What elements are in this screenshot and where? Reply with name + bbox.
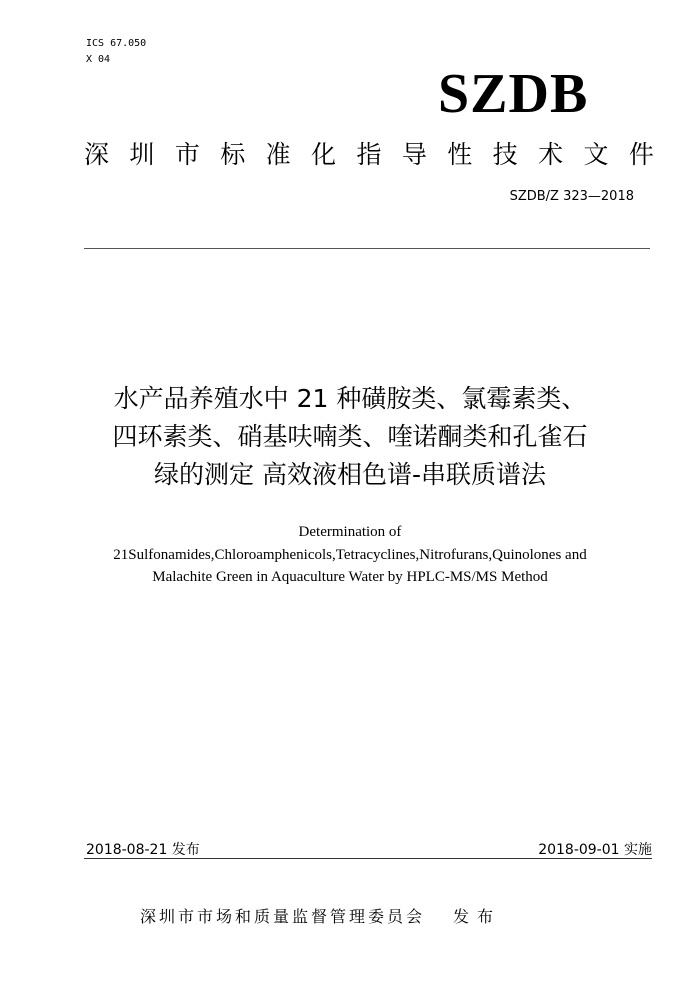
chinese-title — [40, 380, 660, 494]
header-divider — [84, 248, 650, 249]
ics-code: ICS 67.050 — [86, 38, 147, 49]
classification-code: X 04 — [86, 54, 111, 65]
doc-type-char: 准 — [265, 140, 291, 169]
doc-type-char: 文 — [583, 140, 609, 169]
english-title-line: Determination of — [298, 524, 402, 540]
chinese-title-line: 四环素类、硝基呋喃类、喹诺酮类和孔雀石 — [112, 422, 588, 451]
chinese-title-line: 绿的测定 高效液相色谱-串联质谱法 — [154, 460, 546, 489]
doc-type-char: 件 — [628, 140, 654, 169]
doc-type-char: 术 — [538, 140, 564, 169]
doc-type-char: 导 — [401, 140, 427, 169]
doc-type-char: 市 — [174, 140, 200, 169]
issuer-line — [140, 904, 501, 927]
standard-codes — [86, 36, 146, 68]
doc-type-char: 技 — [492, 140, 518, 169]
implementation-date: 2018-09-01 实施 — [538, 842, 652, 858]
szdb-logo: SZDB — [438, 63, 589, 125]
english-title-line: 21Sulfonamides,Chloroamphenicols,Tetracyclines,Nitrofurans,Quinolones and — [113, 546, 587, 563]
english-title-line: Malachite Green in Aquaculture Water by HPLC-MS/MS Method — [152, 569, 548, 585]
doc-type-char: 圳 — [129, 140, 155, 169]
footer-divider — [84, 858, 652, 859]
doc-type-char: 性 — [447, 140, 473, 169]
doc-type-char: 深 — [84, 140, 110, 169]
english-title — [40, 521, 660, 589]
document-number: SZDB/Z 323—2018 — [509, 189, 634, 204]
document-type — [84, 140, 654, 170]
doc-type-char: 指 — [356, 140, 382, 169]
issuing-authority: 深圳市市场和质量监督管理委员会 — [140, 907, 426, 926]
doc-type-char: 化 — [311, 140, 337, 169]
chinese-title-line: 水产品养殖水中 21 种磺胺类、氯霉素类、 — [113, 384, 587, 413]
issue-action: 发布 — [453, 907, 502, 926]
doc-type-char: 标 — [220, 140, 246, 169]
release-date: 2018-08-21 发布 — [86, 842, 200, 858]
